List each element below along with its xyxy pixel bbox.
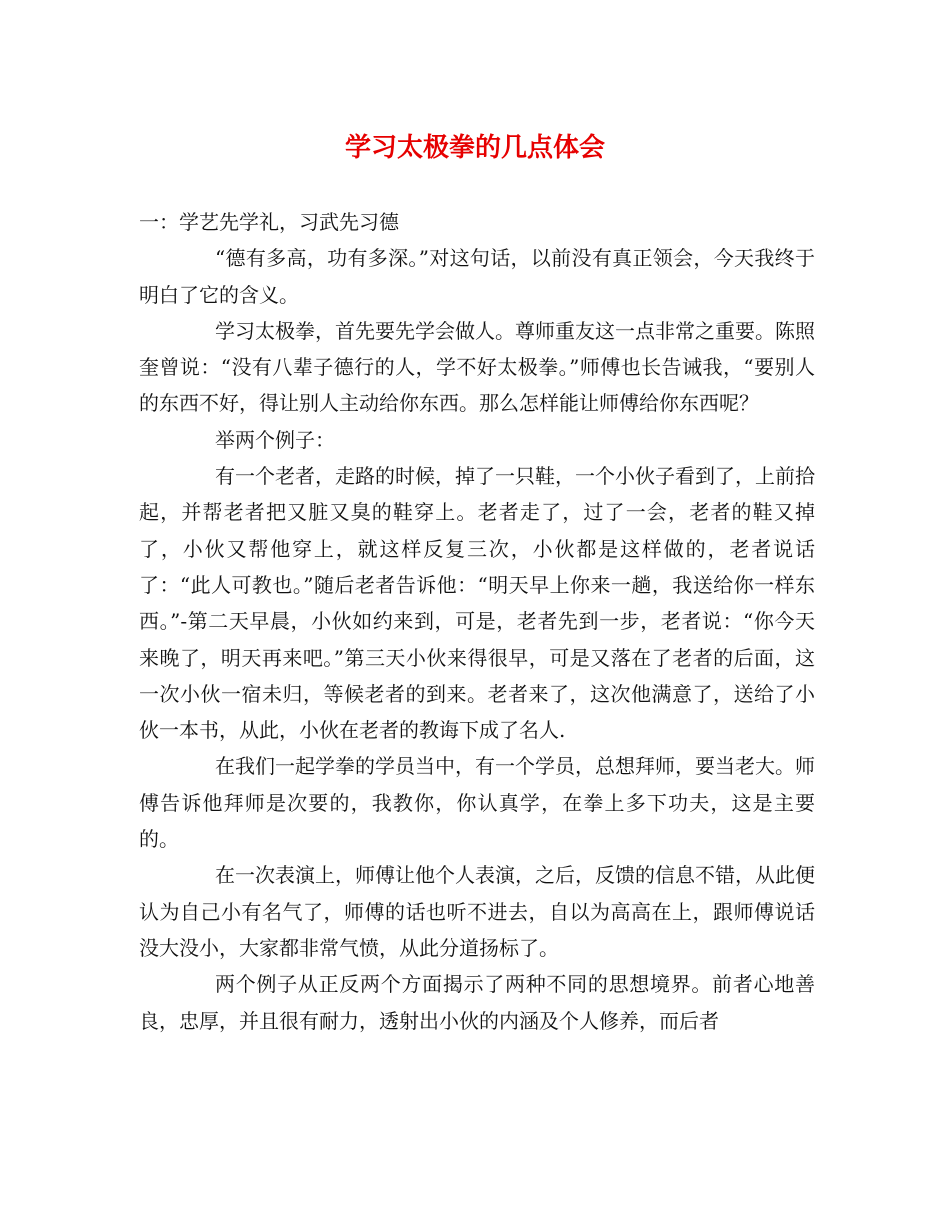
- paragraph: 两个例子从正反两个方面揭示了两种不同的思想境界。前者心地善良，忠厚，并且很有耐力，透射出小伙的内涵及个人修养，而后者: [139, 972, 815, 1033]
- paragraph: 有一个老者，走路的时候，掉了一只鞋，一个小伙子看到了，上前拾起，并帮老者把又脏又臭的鞋穿上。老者走了，过了一会，老者的鞋又掉了，小伙又帮他穿上，就这样反复三次，小伙都是这样做的，老者说话了：“此人可教也。”随后老者告诉他：“明天早上你来一趟，我送给你一样东西。”-第二天早晨，小伙如约来到，可是，老者先到一步，老者说：“你今天来晚了，明天再来吧。”第三天小伙来得很早，可是又落在了老者的后面，这一次小伙一宿未归，等候老者的到来。老者来了，这次他满意了，送给了小伙一本书，从此，小伙在老者的教诲下成了名人.: [139, 464, 815, 743]
- paragraph: 在我们一起学拳的学员当中，有一个学员，总想拜师，要当老大。师傅告诉他拜师是次要的，我教你，你认真学，在拳上多下功夫，这是主要的。: [139, 754, 815, 852]
- paragraph: 学习太极拳，首先要先学会做人。尊师重友这一点非常之重要。陈照奎曾说：“没有八辈子德行的人，学不好太极拳。”师傅也长告诫我，“要别人的东西不好，得让别人主动给你东西。那么怎样能让师傅给你东西呢？: [139, 318, 815, 416]
- paragraph: 举两个例子：: [215, 427, 335, 452]
- document-body: [139, 204, 815, 1039]
- paragraph: “德有多高，功有多深。”对这句话，以前没有真正领会，今天我终于明白了它的含义。: [139, 246, 815, 307]
- paragraph: 在一次表演上，师傅让他个人表演，之后，反馈的信息不错，从此便认为自己小有名气了，师傅的话也听不进去，自以为高高在上，跟师傅说话没大没小，大家都非常气愤，从此分道扬标了。: [139, 863, 815, 960]
- document-title: 学习太极拳的几点体会: [344, 133, 605, 163]
- section-heading: 一：学艺先学礼，习武先习德: [139, 210, 399, 234]
